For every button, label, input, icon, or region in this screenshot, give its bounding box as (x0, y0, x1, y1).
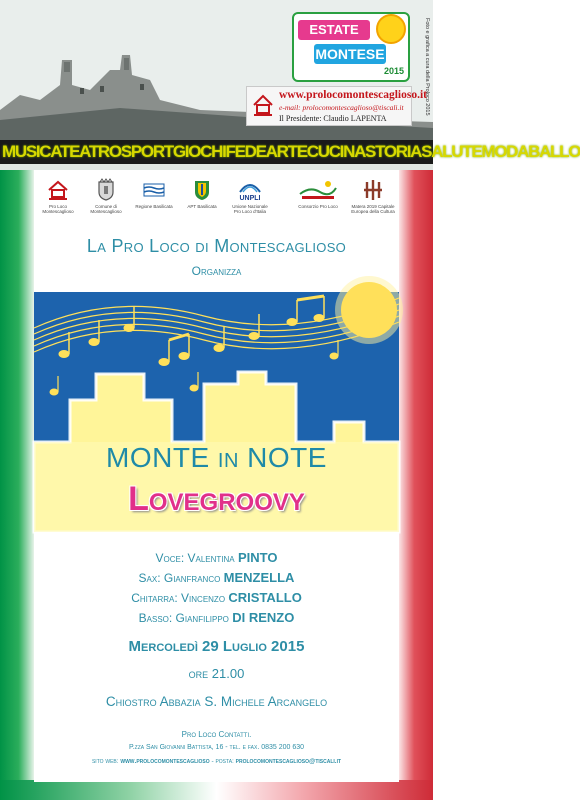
event-venue: Chiostro Abbazia S. Michele Arcangelo (105, 694, 328, 709)
sponsor-label: Matera 2019 Capitale Europea della Cultura (351, 204, 395, 214)
event-title: MONTE in NOTE (106, 442, 327, 473)
sponsor-proloco (38, 178, 78, 214)
lineup-name: MENZELLA (223, 570, 295, 585)
proloco-logo-icon (46, 178, 70, 202)
estate-logo-year: 2015 (383, 66, 404, 76)
sponsor-regione (134, 178, 174, 209)
lineup-row (34, 608, 399, 628)
poster-artwork (34, 292, 399, 532)
lineup-row (34, 588, 399, 608)
music-notes-icon (50, 296, 338, 395)
email-link[interactable]: prolocomontescaglioso@tiscali.it (235, 758, 342, 765)
sponsor-label: Regione Basilicata (135, 204, 173, 209)
lineup-name: CRISTALLO (228, 590, 302, 605)
sponsor-label: Consorzio Pro Loco (298, 204, 338, 209)
sponsor-terre (290, 178, 346, 209)
sponsor-label: Unione Nazionale Pro Loco d'Italia (232, 204, 268, 214)
sponsor-label: APT Basilicata (187, 204, 217, 209)
lineup-row (34, 568, 399, 588)
sun-icon (376, 14, 406, 44)
flag-red-border (399, 170, 433, 800)
lineup-name: DI RENZO (232, 610, 295, 625)
sponsor-comune (86, 178, 126, 214)
proloco-contact-box (246, 86, 428, 126)
mail-label: - posta: (211, 758, 234, 765)
lineup-role: Sax: Gianfranco (138, 571, 221, 585)
proloco-website-link[interactable]: www.prolocomontescaglioso.it (279, 89, 428, 101)
category-strip: MUSICATEATROSPORTGIOCHIFEDEARTECUCINASTORIASALUTEMODABALLO (0, 140, 433, 164)
lineup-row (34, 548, 399, 568)
flag-green-border (0, 170, 34, 800)
website-link[interactable]: www.prolocomontescaglioso (120, 758, 210, 765)
apt-shield-icon (190, 178, 214, 202)
flag-bottom-border (0, 780, 433, 800)
proloco-logo-icon (251, 91, 275, 117)
lineup-role: Basso: Gianfilippo (138, 611, 229, 625)
crest-icon (94, 178, 118, 202)
contacts-title: Pro Loco Contatti. (181, 730, 252, 739)
sponsor-unpli (230, 178, 270, 214)
event-date: Mercoledì 29 Luglio 2015 (128, 638, 305, 655)
unpli-icon (238, 178, 262, 202)
sponsor-matera (350, 178, 396, 214)
sponsor-apt (182, 178, 222, 209)
lineup-role: Voce: Valentina (155, 551, 235, 565)
estate-logo-line1: ESTATE (298, 20, 370, 40)
photo-credit: Foto e grafica a cura della Proloco 2015 (424, 18, 430, 116)
header-banner (0, 0, 580, 170)
organizer-subtitle: Organizza (191, 264, 242, 278)
estate-montese-logo (292, 12, 410, 82)
contacts-address: P.zza San Giovanni Battista, 16 - tel. e fax. 0835 200 630 (128, 744, 305, 751)
event-time: ore 21.00 (188, 666, 245, 681)
sponsor-label: Comune di Montescaglioso (90, 204, 122, 214)
organizer-title: La Pro Loco di Montescaglioso (86, 236, 347, 256)
proloco-email-link[interactable]: e-mail: prolocomontescaglioso@tiscali.it (279, 103, 404, 112)
web-label: sito web: (91, 758, 119, 765)
proloco-president: Il Presidente: Claudio LAPENTA (279, 114, 387, 123)
lineup-role: Chitarra: Vincenzo (131, 591, 226, 605)
estate-logo-line2: MONTESE (315, 46, 385, 62)
band-lineup (34, 548, 399, 628)
band-name: Lovegroovy (128, 480, 305, 518)
lineup-name: PINTO (237, 550, 278, 565)
matera-icon (361, 178, 385, 202)
sponsor-logos (34, 178, 399, 230)
region-flag-icon (142, 178, 166, 202)
sponsor-label: Pro Loco Montescaglioso (42, 204, 74, 214)
unpli-wordmark: UNPLI (239, 195, 261, 202)
contacts-web (34, 758, 399, 765)
poster-panel (34, 170, 399, 782)
sun-icon (341, 282, 397, 338)
terre-logo-icon (298, 178, 338, 202)
